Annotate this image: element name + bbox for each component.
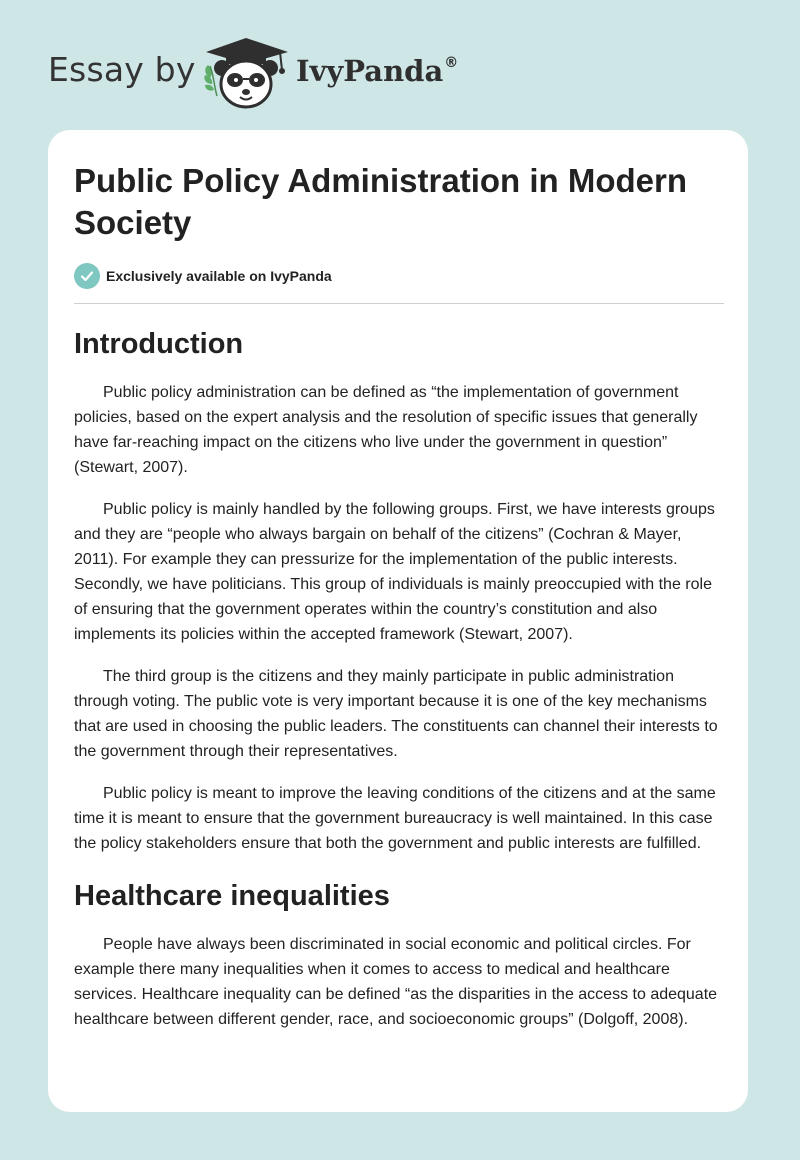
exclusive-badge <box>74 262 724 290</box>
paragraph: Public policy is meant to improve the leaving conditions of the citizens and at the same time it is meant to ensure that the government bureaucracy is well maintained. In this case the policy stakeholders ensure that both the government and public interests are fulfilled. <box>74 785 716 852</box>
section-heading: Healthcare inequalities <box>74 880 390 912</box>
essay-card <box>48 130 748 1112</box>
paragraph: The third group is the citizens and they mainly participate in public administration through voting. The public vote is very important because it is one of the key mechanisms that are used in choosing the public leaders. The constituents can channel their interests to the government through their representatives. <box>74 668 718 760</box>
site-header <box>0 0 800 130</box>
paragraph: Public policy is mainly handled by the following groups. First, we have interests groups and they are “people who always bargain on behalf of the citizens” (Cochran & Mayer, 2011). For example they can pressurize for the implementation of the public interests. Secondly, we have politicians. This group of individuals is mainly preoccupied with the role of ensuring that the government operates within the country’s constitution and also implements its policies within the accepted framework (Stewart, 2007). <box>74 501 715 643</box>
paragraph: Public policy administration can be defined as “the implementation of government policies, based on the expert analysis and the resolution of specific issues that generally have far-reaching impact on the citizens who live under the government in question” (Stewart, 2007). <box>74 384 698 476</box>
exclusive-badge-text: Exclusively available on IvyPanda <box>106 268 332 284</box>
page-title: Public Policy Administration in Modern Society <box>74 162 687 241</box>
section-heading: Introduction <box>74 328 244 360</box>
panda-graduate-icon <box>200 34 292 110</box>
ivypanda-wordmark: IvyPanda® <box>296 54 459 88</box>
section-healthcare-inequalities <box>74 878 724 1032</box>
section-introduction <box>74 326 724 856</box>
check-icon <box>74 263 100 289</box>
divider <box>74 303 724 304</box>
paragraph: People have always been discriminated in social economic and political circles. For example there many inequalities when it comes to access to medical and healthcare services. Healthcare inequality can be defined “as the disparities in the access to adequate healthcare between different gender, race, and socioeconomic groups” (Dolgoff, 2008). <box>74 936 718 1028</box>
essay-by-label: Essay by <box>48 50 196 89</box>
essay-content <box>74 160 724 1049</box>
